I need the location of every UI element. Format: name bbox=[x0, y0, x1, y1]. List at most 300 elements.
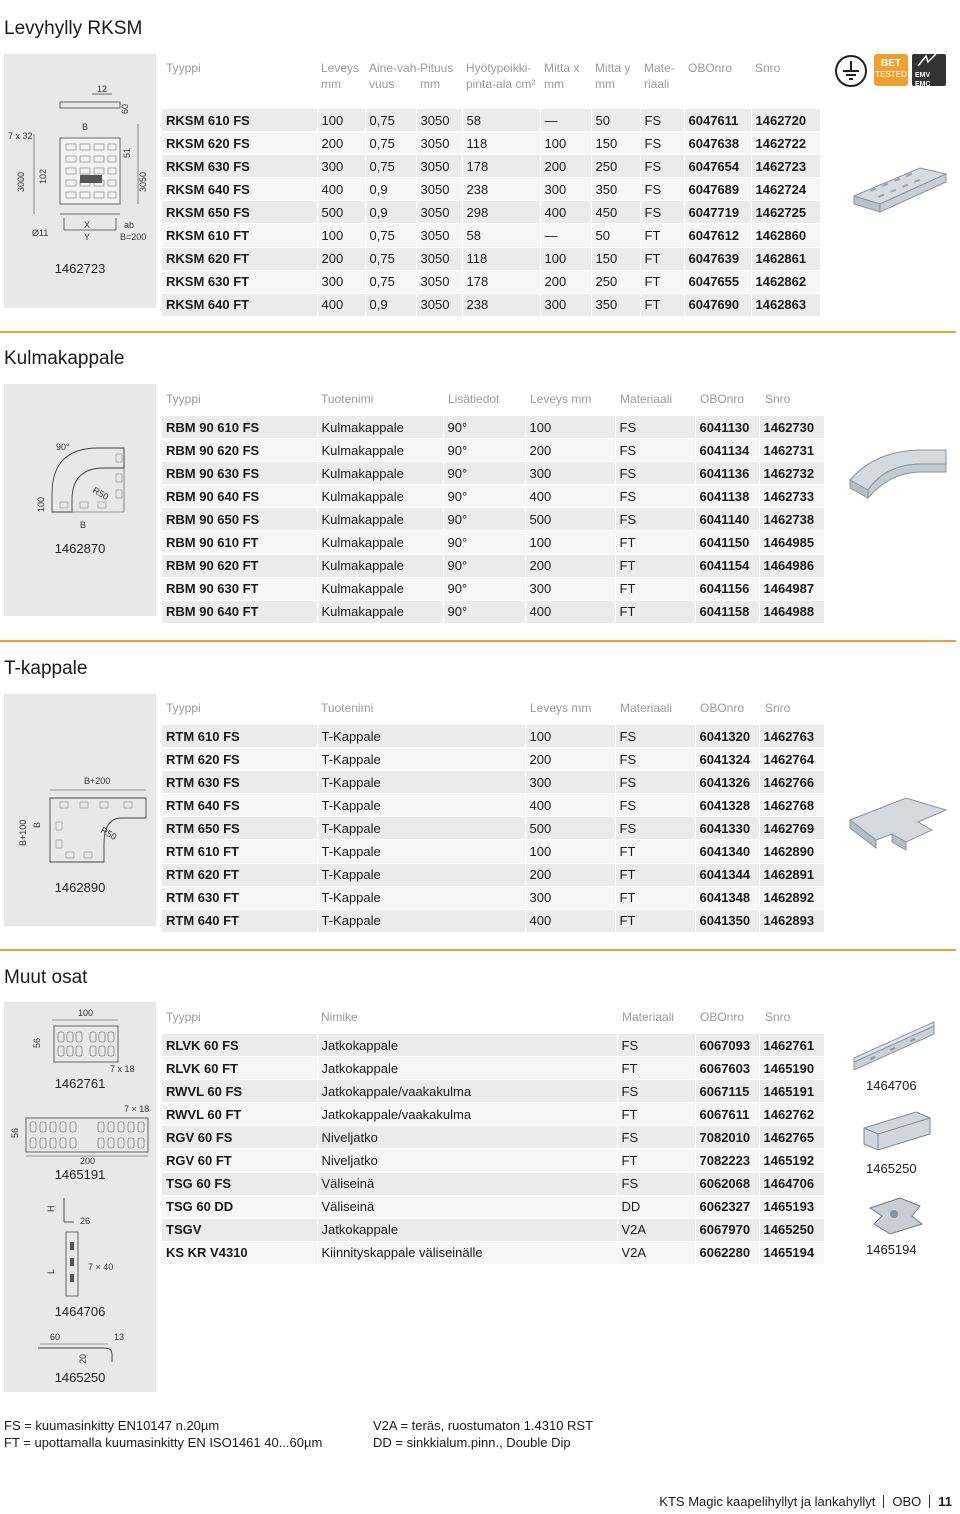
table-cell: 1462893 bbox=[759, 909, 824, 932]
table-cell: Väliseinä bbox=[317, 1195, 617, 1218]
table-cell: Kiinnityskappale väliseinälle bbox=[317, 1241, 617, 1264]
table-cell: 6041136 bbox=[695, 462, 759, 485]
table-cell: 6067611 bbox=[695, 1103, 759, 1126]
legend-ft: FT = upottamalla kuumasinkitty EN ISO1461 40...60µm bbox=[4, 1435, 323, 1450]
section-title-muut: Muut osat bbox=[4, 967, 88, 988]
table-cell: 300 bbox=[525, 577, 615, 600]
table-cell: 400 bbox=[317, 178, 365, 201]
table-cell: RKSM 620 FS bbox=[162, 132, 317, 155]
table-cell: 0,75 bbox=[365, 132, 416, 155]
table-cell: 6047655 bbox=[684, 270, 751, 293]
table-cell: 200 bbox=[525, 748, 615, 771]
table-cell: FT bbox=[617, 1149, 695, 1172]
svg-text:3000: 3000 bbox=[16, 171, 26, 192]
drawing-number: 1462870 bbox=[54, 541, 106, 556]
svg-text:56: 56 bbox=[10, 1127, 20, 1138]
table-cell: 238 bbox=[462, 178, 540, 201]
table-cell: 1462732 bbox=[759, 462, 824, 485]
table-cell: — bbox=[540, 109, 591, 132]
table-cell: Kulmakappale bbox=[317, 416, 443, 439]
svg-text:56: 56 bbox=[32, 1037, 42, 1048]
section-divider bbox=[0, 640, 956, 642]
table-cell: 7082010 bbox=[695, 1126, 759, 1149]
col-header-leveys: Leveys mm bbox=[530, 701, 592, 715]
table-cell: RGV 60 FS bbox=[162, 1126, 317, 1149]
table-cell: 90° bbox=[443, 416, 525, 439]
table-cell: 0,75 bbox=[365, 270, 416, 293]
table-cell: 400 bbox=[525, 600, 615, 623]
fixing-clip-photo bbox=[860, 1190, 930, 1240]
levyhylly-row bbox=[162, 132, 820, 155]
tkappale-row bbox=[162, 748, 824, 771]
table-cell: 1464985 bbox=[759, 531, 824, 554]
table-cell: 1462862 bbox=[751, 270, 820, 293]
table-cell: FS bbox=[617, 1126, 695, 1149]
table-cell: 1462861 bbox=[751, 247, 820, 270]
table-cell: 1462733 bbox=[759, 485, 824, 508]
table-cell: T-Kappale bbox=[317, 886, 525, 909]
table-cell: 500 bbox=[317, 201, 365, 224]
kulmakappale-table bbox=[162, 416, 824, 624]
svg-text:B: B bbox=[82, 122, 89, 132]
table-cell: FS bbox=[615, 794, 695, 817]
table-cell: 3050 bbox=[416, 132, 462, 155]
levyhylly-row bbox=[162, 178, 820, 201]
table-cell: 100 bbox=[540, 247, 591, 270]
table-cell: T-Kappale bbox=[317, 840, 525, 863]
photo-label: 1465250 bbox=[866, 1161, 917, 1176]
table-cell: Kulmakappale bbox=[317, 600, 443, 623]
table-cell: 100 bbox=[540, 132, 591, 155]
table-cell: RBM 90 630 FT bbox=[162, 577, 317, 600]
drawing-number: 1464706 bbox=[54, 1304, 106, 1319]
table-cell: RTM 620 FT bbox=[162, 863, 317, 886]
table-cell: 3050 bbox=[416, 178, 462, 201]
photo-label: 1465194 bbox=[866, 1242, 917, 1257]
table-cell: 3050 bbox=[416, 247, 462, 270]
table-cell: Kulmakappale bbox=[317, 554, 443, 577]
table-cell: 6041138 bbox=[695, 485, 759, 508]
table-cell: FS bbox=[640, 178, 684, 201]
table-cell: FS bbox=[640, 109, 684, 132]
col-header-obonro: OBOnro bbox=[700, 1010, 745, 1024]
table-cell: 0,75 bbox=[365, 224, 416, 247]
table-cell: 350 bbox=[591, 293, 640, 316]
table-cell: RBM 90 640 FT bbox=[162, 600, 317, 623]
table-cell: RKSM 630 FS bbox=[162, 155, 317, 178]
tkappale-row bbox=[162, 817, 824, 840]
svg-text:Ø11: Ø11 bbox=[32, 228, 49, 238]
table-cell: T-Kappale bbox=[317, 771, 525, 794]
table-cell: 6047690 bbox=[684, 293, 751, 316]
table-cell: FT bbox=[615, 554, 695, 577]
table-cell: 3050 bbox=[416, 201, 462, 224]
table-cell: 1462730 bbox=[759, 416, 824, 439]
drawing-box-kulmakappale bbox=[4, 384, 156, 616]
levyhylly-row bbox=[162, 109, 820, 132]
muut-row bbox=[162, 1241, 824, 1264]
bet-tested-badge-icon: BET TESTED bbox=[874, 54, 908, 86]
drawing-box-muut bbox=[4, 1002, 156, 1392]
table-cell: TSG 60 DD bbox=[162, 1195, 317, 1218]
tkappale-row bbox=[162, 863, 824, 886]
table-cell: FS bbox=[615, 485, 695, 508]
table-cell: 400 bbox=[525, 485, 615, 508]
table-cell: 6041348 bbox=[695, 886, 759, 909]
table-cell: FT bbox=[617, 1057, 695, 1080]
table-cell: 50 bbox=[591, 224, 640, 247]
table-cell: 6041156 bbox=[695, 577, 759, 600]
col-header-tuotenimi: Tuotenimi bbox=[321, 392, 374, 406]
col-header-pituus: Pituus mm bbox=[420, 61, 454, 91]
col-header-materiaali: Materiaali bbox=[620, 701, 673, 715]
table-cell: 1462860 bbox=[751, 224, 820, 247]
table-cell: T-Kappale bbox=[317, 794, 525, 817]
table-cell: 0,75 bbox=[365, 247, 416, 270]
table-cell: 1462863 bbox=[751, 293, 820, 316]
table-cell: RTM 610 FT bbox=[162, 840, 317, 863]
table-cell: TSGV bbox=[162, 1218, 317, 1241]
table-cell: 6041324 bbox=[695, 748, 759, 771]
table-cell: Jatkokappale/vaakakulma bbox=[317, 1103, 617, 1126]
table-cell: TSG 60 FS bbox=[162, 1172, 317, 1195]
table-cell: FS bbox=[615, 462, 695, 485]
svg-text:26: 26 bbox=[80, 1216, 91, 1226]
table-cell: FT bbox=[615, 909, 695, 932]
svg-text:102: 102 bbox=[38, 168, 48, 184]
drawing-number: 1465191 bbox=[54, 1167, 106, 1182]
tkappale-row bbox=[162, 725, 824, 748]
legend-fs: FS = kuumasinkitty EN10147 n.20µm bbox=[4, 1418, 220, 1433]
svg-text:B=200: B=200 bbox=[120, 232, 147, 242]
table-cell: Jatkokappale bbox=[317, 1057, 617, 1080]
drawing-number: 1462723 bbox=[54, 261, 106, 276]
table-cell: 300 bbox=[525, 886, 615, 909]
table-cell: FT bbox=[615, 886, 695, 909]
drawing-box-levyhylly bbox=[4, 54, 156, 308]
svg-text:B+100: B+100 bbox=[18, 819, 28, 846]
table-cell: 300 bbox=[540, 178, 591, 201]
table-cell: FT bbox=[615, 863, 695, 886]
table-cell: — bbox=[540, 224, 591, 247]
table-cell: 0,9 bbox=[365, 293, 416, 316]
table-cell: 6067603 bbox=[695, 1057, 759, 1080]
table-cell: 3050 bbox=[416, 293, 462, 316]
table-cell: RKSM 630 FT bbox=[162, 270, 317, 293]
table-cell: 6041154 bbox=[695, 554, 759, 577]
table-cell: 1465250 bbox=[759, 1218, 824, 1241]
table-cell: 500 bbox=[525, 508, 615, 531]
table-cell: 450 bbox=[591, 201, 640, 224]
svg-text:100: 100 bbox=[36, 496, 46, 512]
table-cell: Kulmakappale bbox=[317, 508, 443, 531]
svg-text:7 × 40: 7 × 40 bbox=[88, 1262, 114, 1272]
table-cell: 350 bbox=[591, 178, 640, 201]
svg-text:20: 20 bbox=[78, 1353, 88, 1364]
table-cell: 6041130 bbox=[695, 416, 759, 439]
table-cell: 100 bbox=[317, 109, 365, 132]
table-cell: RBM 90 630 FS bbox=[162, 462, 317, 485]
svg-text:H: H bbox=[46, 1205, 56, 1212]
col-header-leveys: Leveys mm bbox=[321, 61, 360, 91]
svg-text:90°: 90° bbox=[56, 442, 70, 452]
table-cell: 300 bbox=[317, 270, 365, 293]
tkappale-row bbox=[162, 771, 824, 794]
table-cell: FT bbox=[640, 293, 684, 316]
svg-text:R50: R50 bbox=[99, 825, 119, 842]
table-cell: RLVK 60 FS bbox=[162, 1034, 317, 1057]
table-cell: 118 bbox=[462, 132, 540, 155]
table-cell: KS KR V4310 bbox=[162, 1241, 317, 1264]
table-cell: 1462766 bbox=[759, 771, 824, 794]
table-cell: 90° bbox=[443, 439, 525, 462]
table-cell: RGV 60 FT bbox=[162, 1149, 317, 1172]
kulmakappale-row bbox=[162, 600, 824, 623]
table-cell: 0,9 bbox=[365, 178, 416, 201]
table-cell: FT bbox=[617, 1103, 695, 1126]
table-cell: 1462769 bbox=[759, 817, 824, 840]
drawing-number: 1462890 bbox=[54, 880, 106, 895]
svg-text:L: L bbox=[46, 1268, 56, 1274]
col-header-hyotypoikkipinta: Hyötypoikki- pinta-ala cm² bbox=[466, 61, 536, 91]
table-cell: Kulmakappale bbox=[317, 531, 443, 554]
table-cell: Jatkokappale bbox=[317, 1034, 617, 1057]
table-cell: RKSM 610 FS bbox=[162, 109, 317, 132]
table-cell: RKSM 620 FT bbox=[162, 247, 317, 270]
table-cell: 400 bbox=[317, 293, 365, 316]
elbow-photo bbox=[846, 440, 950, 504]
svg-text:51: 51 bbox=[122, 147, 132, 158]
svg-text:B: B bbox=[80, 520, 87, 530]
svg-text:13: 13 bbox=[114, 1332, 125, 1342]
kulmakappale-row bbox=[162, 577, 824, 600]
table-cell: 6041150 bbox=[695, 531, 759, 554]
svg-text:12: 12 bbox=[97, 84, 108, 94]
col-header-tyyppi: Tyyppi bbox=[166, 1010, 201, 1024]
table-cell: FT bbox=[615, 840, 695, 863]
table-cell: 6041350 bbox=[695, 909, 759, 932]
table-cell: FS bbox=[617, 1034, 695, 1057]
table-cell: 90° bbox=[443, 485, 525, 508]
muut-row bbox=[162, 1172, 824, 1195]
table-cell: RBM 90 650 FS bbox=[162, 508, 317, 531]
table-cell: 400 bbox=[525, 909, 615, 932]
svg-text:3050: 3050 bbox=[138, 171, 148, 192]
levyhylly-row bbox=[162, 201, 820, 224]
table-cell: 1462731 bbox=[759, 439, 824, 462]
tkappale-row bbox=[162, 794, 824, 817]
page-footer bbox=[659, 1494, 952, 1509]
levyhylly-row bbox=[162, 293, 820, 316]
col-header-leveys: Leveys mm bbox=[530, 392, 592, 406]
col-header-obonro: OBOnro bbox=[700, 392, 745, 406]
footer-brand: OBO bbox=[892, 1494, 922, 1509]
col-header-materiaali: Mate- riaali bbox=[644, 61, 675, 91]
kulmakappale-row bbox=[162, 416, 824, 439]
table-cell: 200 bbox=[525, 863, 615, 886]
drawing-number: 1465250 bbox=[54, 1370, 106, 1385]
material-legend-right bbox=[373, 1417, 593, 1451]
table-cell: 90° bbox=[443, 531, 525, 554]
footer-text: KTS Magic kaapelihyllyt ja lankahyllyt bbox=[659, 1494, 876, 1509]
table-cell: RBM 90 640 FS bbox=[162, 485, 317, 508]
svg-text:B+200: B+200 bbox=[84, 776, 111, 786]
table-cell: FS bbox=[640, 155, 684, 178]
table-cell: 6062327 bbox=[695, 1195, 759, 1218]
table-cell: T-Kappale bbox=[317, 748, 525, 771]
table-cell: 100 bbox=[525, 531, 615, 554]
levyhylly-row bbox=[162, 270, 820, 293]
tkappale-row bbox=[162, 840, 824, 863]
section-title-tkappale: T-kappale bbox=[4, 658, 88, 679]
table-cell: 0,75 bbox=[365, 155, 416, 178]
table-cell: V2A bbox=[617, 1218, 695, 1241]
tkappale-row bbox=[162, 909, 824, 932]
table-cell: 6067970 bbox=[695, 1218, 759, 1241]
table-cell: 1465194 bbox=[759, 1241, 824, 1264]
levyhylly-row bbox=[162, 155, 820, 178]
levyhylly-row bbox=[162, 247, 820, 270]
table-cell: RKSM 650 FS bbox=[162, 201, 317, 224]
table-cell: Kulmakappale bbox=[317, 462, 443, 485]
table-cell: FT bbox=[615, 577, 695, 600]
col-header-lisatiedot: Lisätiedot bbox=[448, 392, 500, 406]
table-cell: 3050 bbox=[416, 155, 462, 178]
table-cell: 150 bbox=[591, 132, 640, 155]
svg-text:B: B bbox=[32, 821, 42, 828]
table-cell: 238 bbox=[462, 293, 540, 316]
table-cell: Jatkokappale bbox=[317, 1218, 617, 1241]
muut-row bbox=[162, 1218, 824, 1241]
table-cell: RKSM 610 FT bbox=[162, 224, 317, 247]
table-cell: 50 bbox=[591, 109, 640, 132]
col-header-tyyppi: Tyyppi bbox=[166, 701, 201, 715]
col-header-snro: Snro bbox=[755, 61, 781, 75]
table-cell: T-Kappale bbox=[317, 909, 525, 932]
table-cell: FS bbox=[615, 439, 695, 462]
table-cell: RWVL 60 FT bbox=[162, 1103, 317, 1126]
col-header-snro: Snro bbox=[765, 1010, 791, 1024]
svg-text:X: X bbox=[84, 220, 91, 230]
table-cell: 1462890 bbox=[759, 840, 824, 863]
table-cell: 200 bbox=[317, 247, 365, 270]
table-cell: 6041134 bbox=[695, 439, 759, 462]
muut-row bbox=[162, 1080, 824, 1103]
col-header-materiaali: Materiaali bbox=[620, 392, 673, 406]
col-header-obonro: OBOnro bbox=[688, 61, 733, 75]
table-cell: 3050 bbox=[416, 109, 462, 132]
table-cell: Kulmakappale bbox=[317, 485, 443, 508]
table-cell: 1462720 bbox=[751, 109, 820, 132]
table-cell: 7082223 bbox=[695, 1149, 759, 1172]
levyhylly-table bbox=[162, 109, 820, 317]
col-header-materiaali: Materiaali bbox=[622, 1010, 675, 1024]
table-cell: FS bbox=[617, 1080, 695, 1103]
muut-row bbox=[162, 1195, 824, 1218]
svg-text:7 x 32: 7 x 32 bbox=[8, 131, 33, 141]
table-cell: FT bbox=[615, 531, 695, 554]
table-cell: 300 bbox=[540, 293, 591, 316]
table-cell: FT bbox=[640, 270, 684, 293]
table-cell: 6047689 bbox=[684, 178, 751, 201]
kulmakappale-row bbox=[162, 531, 824, 554]
kulmakappale-row bbox=[162, 554, 824, 577]
section-title-kulmakappale: Kulmakappale bbox=[4, 348, 125, 369]
section-title-levyhylly: Levyhylly RKSM bbox=[4, 18, 143, 39]
svg-text:ab: ab bbox=[124, 220, 135, 230]
table-cell: 58 bbox=[462, 109, 540, 132]
table-cell: 100 bbox=[525, 725, 615, 748]
table-cell: 400 bbox=[525, 794, 615, 817]
col-header-tuotenimi: Tuotenimi bbox=[321, 701, 374, 715]
table-cell: Väliseinä bbox=[317, 1172, 617, 1195]
muut-row bbox=[162, 1126, 824, 1149]
table-cell: 1464986 bbox=[759, 554, 824, 577]
table-cell: Kulmakappale bbox=[317, 577, 443, 600]
table-cell: 6067093 bbox=[695, 1034, 759, 1057]
table-cell: 300 bbox=[525, 462, 615, 485]
table-cell: FS bbox=[640, 201, 684, 224]
table-cell: 6047719 bbox=[684, 201, 751, 224]
table-cell: RWVL 60 FS bbox=[162, 1080, 317, 1103]
elbow-drawing bbox=[4, 384, 156, 616]
table-cell: Jatkokappale/vaakakulma bbox=[317, 1080, 617, 1103]
col-header-tyyppi: Tyyppi bbox=[166, 392, 201, 406]
table-cell: 400 bbox=[540, 201, 591, 224]
col-header-nimike: Nimike bbox=[321, 1010, 358, 1024]
svg-text:Y: Y bbox=[84, 232, 91, 242]
table-cell: 3050 bbox=[416, 224, 462, 247]
col-header-obonro: OBOnro bbox=[700, 701, 745, 715]
table-cell: RTM 610 FS bbox=[162, 725, 317, 748]
table-cell: 6047638 bbox=[684, 132, 751, 155]
table-cell: 150 bbox=[591, 247, 640, 270]
joint-clip-photo bbox=[856, 1104, 936, 1158]
svg-text:200: 200 bbox=[80, 1156, 96, 1166]
table-cell: 6047612 bbox=[684, 224, 751, 247]
kulmakappale-row bbox=[162, 439, 824, 462]
cable-tray-photo bbox=[850, 160, 950, 220]
table-cell: 250 bbox=[591, 270, 640, 293]
photo-label: 1464706 bbox=[866, 1078, 917, 1093]
table-cell: 90° bbox=[443, 508, 525, 531]
table-cell: 300 bbox=[525, 771, 615, 794]
table-cell: 0,75 bbox=[365, 109, 416, 132]
svg-text:100: 100 bbox=[78, 1008, 94, 1018]
table-cell: 1462764 bbox=[759, 748, 824, 771]
table-cell: FS bbox=[615, 508, 695, 531]
table-cell: FS bbox=[615, 748, 695, 771]
table-cell: FT bbox=[640, 247, 684, 270]
section-divider bbox=[0, 949, 956, 951]
table-cell: RKSM 640 FS bbox=[162, 178, 317, 201]
table-cell: 200 bbox=[525, 554, 615, 577]
table-cell: Niveljatko bbox=[317, 1126, 617, 1149]
table-cell: 6041330 bbox=[695, 817, 759, 840]
table-cell: FS bbox=[615, 416, 695, 439]
table-cell: FS bbox=[615, 771, 695, 794]
table-cell: 1465191 bbox=[759, 1080, 824, 1103]
table-cell: 1465190 bbox=[759, 1057, 824, 1080]
table-cell: 90° bbox=[443, 462, 525, 485]
table-cell: 1465192 bbox=[759, 1149, 824, 1172]
table-cell: 6041344 bbox=[695, 863, 759, 886]
table-cell: 58 bbox=[462, 224, 540, 247]
table-cell: 1462768 bbox=[759, 794, 824, 817]
table-cell: 6047654 bbox=[684, 155, 751, 178]
section-divider bbox=[0, 331, 956, 333]
table-cell: RTM 640 FS bbox=[162, 794, 317, 817]
